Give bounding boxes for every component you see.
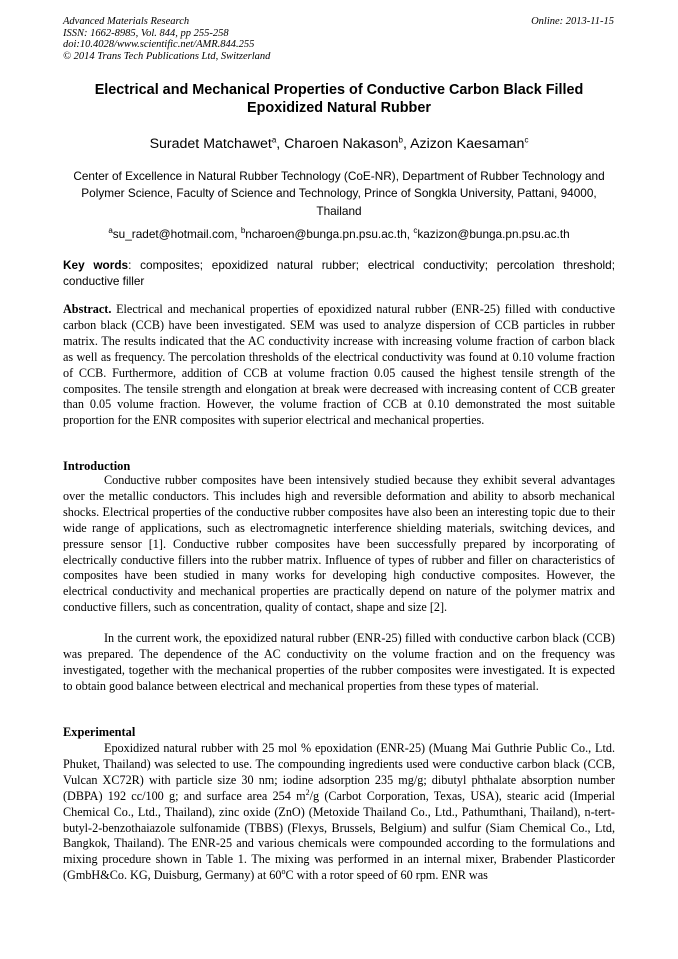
author-sup: b: [398, 135, 403, 145]
journal-name: Advanced Materials Research: [63, 16, 190, 27]
email-address: ncharoen@bunga.pn.psu.ac.th,: [245, 227, 414, 241]
abstract-text: Electrical and mechanical properties of epoxidized natural rubber (ENR-25) filled with conductive carbon black (CCB) have been investigated. SEM was used to analyze dispersion of CCB particles in rubber matrix. The results indicated that the AC conductivity increase with increasing volume fraction of carbon black as well as frequency. The percolation thresholds of the electrical conductivity was found at 0.10 volume fraction of CCB. Furthermore, addition of CCB at volume fraction 0.05 caused the highest tensile strength of the composites. The tensile strength and elongation at break were decreased with increasing content of CCB greater than 0.05 volume fraction. However, the volume fraction of CCB at 0.10 demonstrated the most suitable proportion for the ENR composites with superior electrical and mechanical properties.: [63, 302, 615, 428]
keywords-text: : composites; epoxidized natural rubber; electrical conductivity; percolation threshold; conductive filler: [63, 258, 615, 289]
author-separator: ,: [402, 136, 411, 152]
intro-paragraph-2: In the current work, the epoxidized natural rubber (ENR-25) filled with conductive carbon black (CCB) was prepared. The dependence of the AC conductivity on the volume fraction and on the frequency was investigated, together with the mechanical properties of the rubber composites were investigated. It is expected to obtain good balance between electrical and mechanical properties from these types of material.: [63, 631, 615, 693]
author-separator: ,: [276, 136, 285, 152]
journal-header: [63, 16, 270, 62]
author-sup: c: [524, 135, 529, 145]
author-sup: a: [271, 135, 277, 145]
email-address: su_radet@hotmail.com,: [112, 227, 241, 241]
keywords-label: Key words: [63, 258, 129, 272]
keywords: [63, 257, 615, 290]
journal-copyright: © 2014 Trans Tech Publications Ltd, Switzerland: [63, 50, 271, 62]
abstract-label: Abstract.: [63, 302, 112, 316]
author-name: Charoen Nakason: [284, 136, 399, 152]
section-heading-experimental: Experimental: [63, 725, 136, 739]
exp-text-part-3: C with a rotor speed of 60 rpm. ENR was: [285, 868, 488, 883]
exp-text-part-2: /g (Carbot Corporation, Texas, USA), stearic acid (Imperial Chemical Co., Ltd., Thailand), zinc oxide (ZnO) (Metoxide Thailand Co., Ltd., Pathumthani, Thailand), n-tert-butyl-2-benzothaiazole sulfonamide (TBBS) (Flexys, Brussels, Belgium) and sulfur (Siam Chemical Co., Ltd, Bangkok, Thailand). The ENR-25 and various chemicals were compounded according to the formulations and mixing procedure shown in Table 1. The mixing was performed in an internal mixer, Brabender Plasticorder (GmbH&Co. KG, Duisburg, Germany) at 60: [63, 788, 615, 883]
exp-superscript-degree: o: [281, 867, 286, 877]
author-name: Suradet Matchawet: [149, 136, 272, 152]
email-sup: a: [108, 226, 113, 236]
paper-title: [63, 82, 615, 117]
journal-doi: doi:10.4028/www.scientific.net/AMR.844.255: [63, 39, 255, 51]
online-date: Online: 2013-11-15: [531, 16, 614, 27]
exp-text-part-1: Epoxidized natural rubber with 25 mol % epoxidation (ENR-25) (Muang Mai Guthrie Public Co., Ltd. Phuket, Thailand) was selected to use. The compounding ingredients used were conductive carbon black (CCB, Vulcan XC72R) with particle size 30 nm; iodine adsorption 235 mg/g; dibutyl phthalate absorption number (DBPA) 192 cc/100 g; and surface area 254 m: [63, 741, 615, 803]
journal-issn: ISSN: 1662-8985, Vol. 844, pp 255-258: [63, 27, 229, 39]
abstract: [63, 302, 615, 429]
email-address: kazizon@bunga.pn.psu.ac.th: [417, 227, 570, 241]
title-line-2: Epoxidized Natural Rubber: [247, 99, 431, 116]
intro-paragraph-1: Conductive rubber composites have been intensively studied because they exhibit several advantages over the metallic conductors. This includes high and reversible deformation and ability to absorb mechanical shocks. Electrical properties of the conductive rubber composites have also been an interesting topic due to their wide range of applications, such as electromagnetic interference shielding materials, switching devices, and pressure sensor [1]. Conductive rubber composites have been successfully prepared by incorporating of electrically conductive fillers into the rubber matrix. Influence of types of rubber and filler on characteristics of composites have been studied in many works for developing high conductive composites. However, the electrical conductivity and mechanical properties are practically depend on nature of the polymer matrix and conductive fillers, such as concentration, quality of contact, shape and size [2].: [63, 473, 615, 615]
email-sup: b: [240, 226, 246, 236]
email-sup: c: [413, 226, 418, 236]
author-list: [63, 135, 615, 153]
title-line-1: Electrical and Mechanical Properties of Conductive Carbon Black Filled: [94, 82, 584, 98]
exp-superscript-squared: 2: [305, 787, 310, 797]
author-name: Azizon Kaesaman: [410, 136, 525, 152]
affiliation: Center of Excellence in Natural Rubber Technology (CoE-NR), Department of Rubber Technology and Polymer Science, Faculty of Science and Technology, Prince of Songkla University, Pattani, 94000, Thailand: [73, 169, 605, 218]
section-heading-introduction: Introduction: [63, 459, 131, 473]
email-list: [63, 226, 615, 242]
experimental-paragraph-1: [63, 741, 615, 884]
